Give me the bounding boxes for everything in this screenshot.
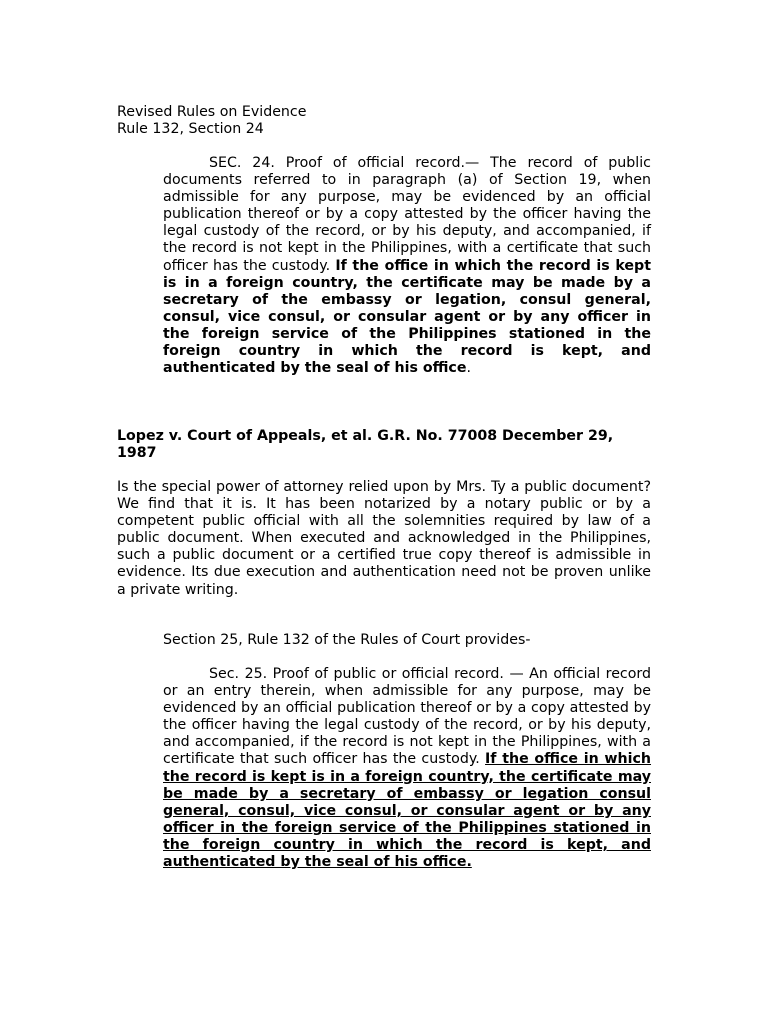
sec24-paragraph (163, 155, 651, 377)
sec24-period: . (466, 360, 471, 377)
document-header (117, 104, 657, 138)
sec24-text: SEC. 24. Proof of official record.— The record of public documents referred to in paragraph (a) of Section 19, when admissible for any purpose, may be evidenced by an official publication thereof or by a copy attested by the officer having the legal custody of the record, or by his deputy, and accompanied, if the record is not kept in the Philippines, with a certificate that such officer has the custody. (163, 155, 651, 274)
sec25-intro: Section 25, Rule 132 of the Rules of Court provides- (163, 632, 531, 648)
case-body-paragraph: Is the special power of attorney relied upon by Mrs. Ty a public document? We find that it is. It has been notarized by a notary public or by a competent public official with all the solemnities required by law of a public document. When executed and acknowledged in the Philippines, such a public document or a certified true copy thereof is admissible in evidence. Its due execution and authentication need not be proven unlike a private writing. (117, 479, 651, 598)
header-subtitle: Rule 132, Section 24 (117, 121, 264, 138)
sec24-bold-text: If the office in which the record is kept is in a foreign country, the certificate may be made by a secretary of the embassy or legation, consul general, consul, vice consul, or consular agent or by any officer in the foreign service of the Philippines stationed in the foreign country in which the record is kept, and authenticated by the seal of his office (163, 257, 651, 377)
sec25-bold-underlined-text: If the office in which the record is kept is in a foreign country, the certificate may be made by a secretary of embassy or legation consul general, consul, vice consul, or consular agent or by any officer in the foreign service of the Philippines stationed in the foreign country in which the record is kept, and authenticated by the seal of his office. (163, 751, 652, 871)
sec25-text: Sec. 25. Proof of public or official record. — An official record or an entry therein, when admissible for any purpose, may be evidenced by an official publication thereof or by a copy attested by the officer having the legal custody of the record, or by his deputy, and accompanied, if the record is not kept in the Philippines, with a certificate that such officer has the custody. (163, 666, 651, 768)
sec25-paragraph (163, 666, 651, 871)
case-title: Lopez v. Court of Appeals, et al. G.R. No. 77008 December 29, 1987 (117, 428, 614, 462)
header-title: Revised Rules on Evidence (117, 104, 307, 120)
